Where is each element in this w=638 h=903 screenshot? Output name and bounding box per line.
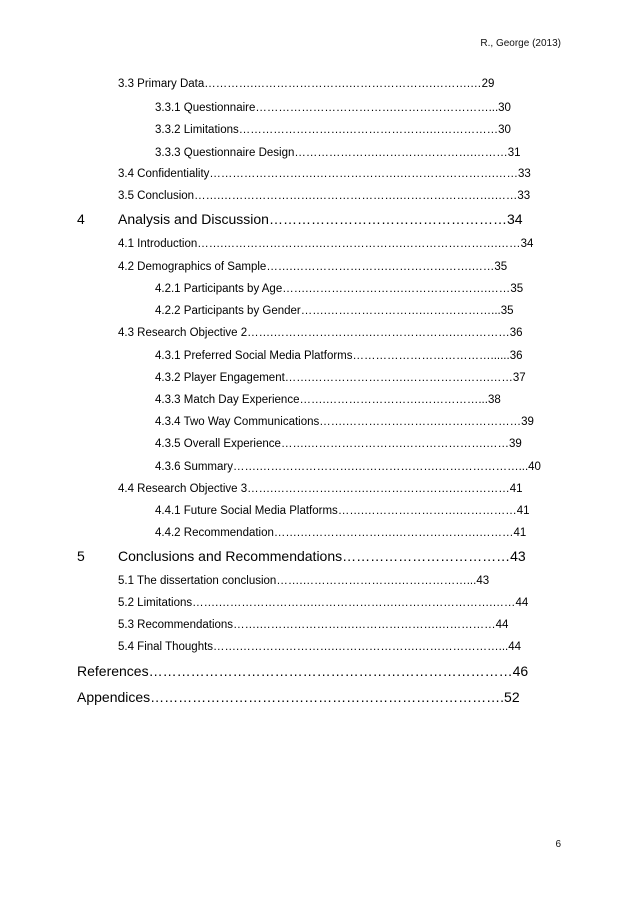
- toc-entry[interactable]: [118, 188, 566, 204]
- toc-entry-title: 3.3 Primary Data: [118, 78, 205, 90]
- toc-entry-page: 46: [512, 663, 529, 679]
- toc-leader-dots: ……………………………….……………………...: [255, 102, 499, 114]
- toc-entry-page: 31: [507, 147, 521, 159]
- toc-leader-dots: ………………………………......: [352, 350, 510, 362]
- chapter-number: 4: [77, 211, 85, 227]
- toc-chapter-entry[interactable]: [118, 209, 568, 229]
- toc-leader-dots: …….…………………….………………….……………: [247, 327, 510, 339]
- toc-leader-dots: …….…………………….………………….……………: [233, 619, 496, 631]
- toc-leader-dots: ……………………….………………….…………………….……: [209, 168, 519, 180]
- toc-leader-dots: …….…………………….………………….……: [280, 438, 510, 450]
- toc-references-entry[interactable]: [77, 661, 568, 681]
- toc-entry-page: 41: [513, 527, 527, 539]
- toc-entry-title: Analysis and Discussion: [118, 211, 269, 227]
- running-head: R., George (2013): [480, 38, 561, 49]
- toc-entry-title: 4.2.1 Participants by Age: [155, 283, 283, 295]
- toc-entry-title: 4.3.1 Preferred Social Media Platforms: [155, 350, 353, 362]
- toc-leader-dots: ……………………………………………………………………: [148, 663, 513, 679]
- toc-leader-dots: …….…………………….………………….…………………….……: [192, 597, 516, 609]
- toc-entry-title: 3.3.1 Questionnaire: [155, 102, 256, 114]
- toc-entry-page: 29: [481, 78, 495, 90]
- chapter-number: 5: [77, 548, 85, 564]
- page-number: 6: [555, 839, 561, 850]
- toc-entry[interactable]: [118, 325, 566, 341]
- toc-entry-page: 36: [509, 350, 523, 362]
- toc-entry-title: 4.4 Research Objective 3: [118, 483, 248, 495]
- toc-entry-title: References: [77, 663, 149, 679]
- toc-entry[interactable]: [155, 525, 566, 541]
- toc-leader-dots: …….…………………….………………….……………: [247, 483, 510, 495]
- toc-entry[interactable]: [155, 392, 566, 408]
- toc-entry-page: 43: [510, 548, 526, 564]
- toc-entry-page: 39: [509, 438, 522, 450]
- toc-entry-title: 4.3.5 Overall Experience: [155, 438, 281, 450]
- toc-entry-page: 44: [515, 597, 529, 609]
- toc-entry-title: 5.4 Final Thoughts: [118, 641, 214, 653]
- toc-entry-page: 38: [487, 394, 501, 406]
- toc-entry-title: 4.3 Research Objective 2: [118, 327, 248, 339]
- toc-entry-page: 35: [510, 283, 524, 295]
- toc-leader-dots: …….…………………….………………….……: [266, 261, 495, 273]
- toc-entry[interactable]: [155, 303, 566, 319]
- toc-entry-page: 41: [516, 505, 530, 517]
- toc-entry[interactable]: [155, 281, 566, 297]
- toc-entry[interactable]: [118, 617, 566, 633]
- toc-entry-title: 4.3.4 Two Way Communications: [155, 416, 320, 428]
- toc-entry-title: 3.5 Conclusion: [118, 190, 195, 202]
- toc-entry[interactable]: [118, 259, 566, 275]
- toc-entry-title: 4.2.2 Participants by Gender: [155, 305, 301, 317]
- toc-entry-title: 3.3.2 Limitations: [155, 124, 239, 136]
- toc-entry[interactable]: [155, 414, 566, 430]
- toc-entry-title: 4.4.2 Recommendation: [155, 527, 274, 539]
- toc-entry-title: 4.3.2 Player Engagement: [155, 372, 285, 384]
- toc-entry-title: 4.4.1 Future Social Media Platforms: [155, 505, 338, 517]
- toc-leader-dots: …….…………………….………………….…………………….……: [197, 238, 521, 250]
- toc-leader-dots: ………….…………………….………………….……….…: [204, 78, 482, 90]
- toc-entry-page: 37: [512, 372, 526, 384]
- toc-entry-title: Conclusions and Recommendations: [118, 548, 343, 564]
- toc-entry-page: 35: [494, 261, 508, 273]
- toc-leader-dots: …….…………………….……………...: [299, 394, 488, 406]
- toc-chapter-entry[interactable]: [118, 546, 568, 566]
- toc-entry[interactable]: [155, 122, 566, 138]
- toc-entry-page: 30: [498, 102, 511, 114]
- toc-leader-dots: …….…………………….……………: [337, 505, 517, 517]
- toc-entry-page: 33: [517, 190, 531, 202]
- toc-entry-page: 35: [500, 305, 514, 317]
- toc-entry[interactable]: [118, 573, 566, 589]
- toc-entry[interactable]: [118, 481, 566, 497]
- toc-leader-dots: …….…………………….………………….………: [273, 527, 514, 539]
- toc-leader-dots: …….…………………….………………….…………………….……: [194, 190, 518, 202]
- toc-leader-dots: …….…………………….………………….……: [284, 372, 513, 384]
- toc-entry-page: 30: [498, 124, 511, 136]
- toc-entry[interactable]: [118, 639, 566, 655]
- toc-appendices-entry[interactable]: [77, 687, 557, 707]
- toc-entry-title: 3.4 Confidentiality: [118, 168, 210, 180]
- toc-entry-page: 34: [520, 238, 534, 250]
- toc-entry-title: 5.1 The dissertation conclusion: [118, 575, 277, 587]
- toc-entry-title: 4.1 Introduction: [118, 238, 198, 250]
- toc-leader-dots: …….…………………….………………….…………………...: [232, 461, 529, 473]
- toc-entry-page: 40: [528, 461, 541, 473]
- toc-entry[interactable]: [155, 459, 566, 475]
- toc-entry[interactable]: [155, 145, 566, 161]
- toc-entry[interactable]: [155, 436, 566, 452]
- toc-entry-title: 5.3 Recommendations: [118, 619, 234, 631]
- toc-leader-dots: ……………………………………………: [268, 211, 507, 227]
- toc-leader-dots: …….…………………….…………………: [319, 416, 522, 428]
- toc-leader-dots: …………………………………………………………………: [150, 689, 501, 705]
- toc-leader-dots: …….…………………….………………...: [300, 305, 501, 317]
- toc-entry-page: 41: [509, 483, 523, 495]
- toc-entry-page: 44: [508, 641, 522, 653]
- toc-entry[interactable]: [118, 166, 566, 182]
- toc-entry-title: 4.2 Demographics of Sample: [118, 261, 267, 273]
- toc-entry-page: 36: [509, 327, 523, 339]
- toc-entry[interactable]: [155, 370, 566, 386]
- toc-leader-dots: …….…………………….………………...: [276, 575, 477, 587]
- toc-entry-title: 3.3.3 Questionnaire Design: [155, 147, 295, 159]
- toc-entry[interactable]: [118, 236, 566, 252]
- toc-entry[interactable]: [118, 595, 566, 611]
- toc-entry-title: 4.3.3 Match Day Experience: [155, 394, 300, 406]
- toc-leader-dots: …….…………………….………………….…………………...: [213, 641, 509, 653]
- toc-entry-title: Appendices: [77, 689, 151, 705]
- toc-entry[interactable]: [155, 100, 566, 116]
- toc-leader-dots: ………………………………: [342, 548, 511, 564]
- toc-entry-page: 33: [518, 168, 531, 180]
- toc-entry-page: .52: [500, 689, 520, 705]
- toc-entry-title: 5.2 Limitations: [118, 597, 193, 609]
- toc-entry-page: 44: [495, 619, 509, 631]
- toc-entry[interactable]: [155, 503, 566, 519]
- toc-entry-title: 4.3.6 Summary: [155, 461, 233, 473]
- toc-entry[interactable]: [155, 348, 566, 364]
- toc-leader-dots: …….…………………….………………….……: [282, 283, 511, 295]
- toc-leader-dots: ……………………….………………….………………: [238, 124, 499, 136]
- toc-entry[interactable]: [118, 76, 566, 92]
- toc-entry-page: 43: [476, 575, 490, 587]
- toc-entry-page: 39: [521, 416, 534, 428]
- toc-entry-page: 34: [506, 211, 523, 227]
- toc-leader-dots: ………………….…………………….………: [294, 147, 508, 159]
